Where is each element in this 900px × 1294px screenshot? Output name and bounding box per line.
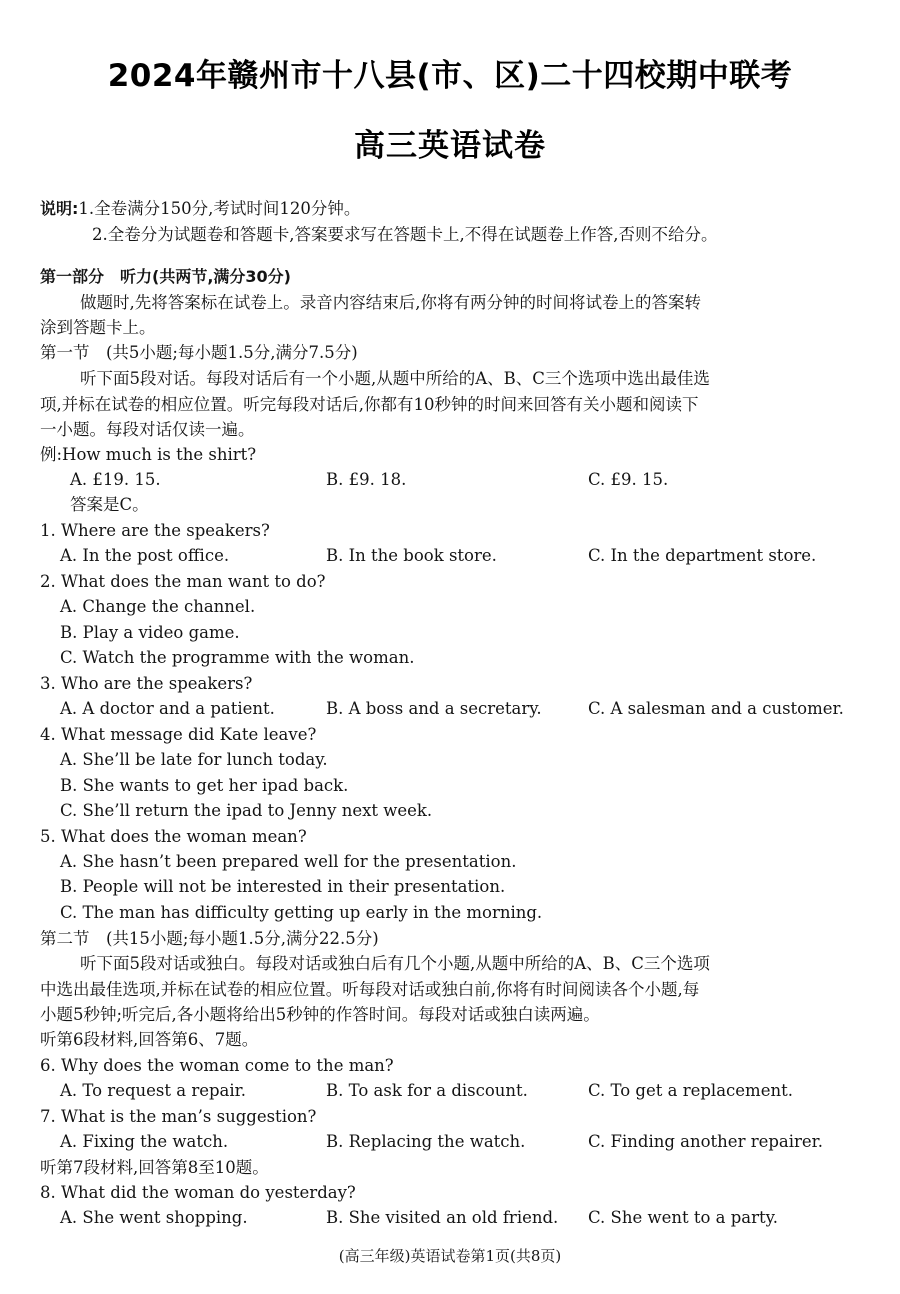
q6-option-a: A. To request a repair. (60, 1081, 246, 1100)
example-question: 例:How much is the shirt? (40, 445, 257, 464)
q1-option-c: C. In the department store. (588, 546, 817, 565)
example-option-a: A. £19. 15. (70, 470, 161, 489)
question-8: 8. What did the woman do yesterday? (40, 1183, 356, 1202)
question-7: 7. What is the man’s suggestion? (40, 1107, 317, 1126)
q6-option-c: C. To get a replacement. (588, 1081, 793, 1100)
example-option-c: C. £9. 15. (588, 470, 669, 489)
q4-option-c: C. She’ll return the ipad to Jenny next week. (60, 801, 433, 820)
section2-intro-line-1: 听下面5段对话或独白。每段对话或独白后有几个小题,从题中所给的A、B、C三个选项 (80, 954, 710, 973)
q7-option-a: A. Fixing the watch. (60, 1132, 229, 1151)
question-1: 1. Where are the speakers? (40, 521, 270, 540)
material-6-instruction: 听第6段材料,回答第6、7题。 (40, 1030, 259, 1049)
q3-option-b: B. A boss and a secretary. (326, 699, 542, 718)
section2-intro-line-2: 中选出最佳选项,并标在试卷的相应位置。听每段对话或独白前,你将有时间阅读各个小题,每 (40, 980, 700, 999)
question-3: 3. Who are the speakers? (40, 674, 253, 693)
q3-option-c: C. A salesman and a customer. (588, 699, 844, 718)
example-option-b: B. £9. 18. (326, 470, 407, 489)
instructions-label: 说明: (40, 199, 79, 218)
q1-option-b: B. In the book store. (326, 546, 497, 565)
instructions-line-2: 2.全卷分为试题卷和答题卡,答案要求写在答题卡上,不得在试题卷上作答,否则不给分。 (92, 225, 718, 244)
q7-option-c: C. Finding another repairer. (588, 1132, 824, 1151)
q4-option-a: A. She’ll be late for lunch today. (60, 750, 328, 769)
question-5: 5. What does the woman mean? (40, 827, 307, 846)
example-answer: 答案是C。 (70, 495, 149, 514)
q5-option-b: B. People will not be interested in their presentation. (60, 877, 506, 896)
section1-intro-line-2: 项,并标在试卷的相应位置。听完每段对话后,你都有10秒钟的时间来回答有关小题和阅读下 (40, 395, 699, 414)
q5-option-a: A. She hasn’t been prepared well for the presentation. (60, 852, 517, 871)
q2-option-b: B. Play a video game. (60, 623, 240, 642)
part1-heading: 第一部分 听力(共两节,满分30分) (40, 267, 291, 286)
section2-heading: 第二节 (共15小题;每小题1.5分,满分22.5分) (40, 929, 379, 948)
section2-intro-line-3: 小题5秒钟;听完后,各小题将给出5秒钟的作答时间。每段对话或独白读两遍。 (40, 1005, 600, 1024)
q6-option-b: B. To ask for a discount. (326, 1081, 528, 1100)
part1-intro-line-2: 涂到答题卡上。 (40, 318, 156, 337)
q1-option-a: A. In the post office. (60, 546, 230, 565)
exam-subtitle: 高三英语试卷 (354, 128, 546, 164)
q8-option-a: A. She went shopping. (60, 1208, 248, 1227)
q3-option-a: A. A doctor and a patient. (60, 699, 275, 718)
q4-option-b: B. She wants to get her ipad back. (60, 776, 349, 795)
q2-option-c: C. Watch the programme with the woman. (60, 648, 415, 667)
q8-option-c: C. She went to a party. (588, 1208, 779, 1227)
question-4: 4. What message did Kate leave? (40, 725, 317, 744)
question-6: 6. Why does the woman come to the man? (40, 1056, 394, 1075)
instructions-line-1 (40, 198, 360, 220)
q5-option-c: C. The man has difficulty getting up early in the morning. (60, 903, 543, 922)
section1-heading: 第一节 (共5小题;每小题1.5分,满分7.5分) (40, 343, 358, 362)
q7-option-b: B. Replacing the watch. (326, 1132, 526, 1151)
question-2: 2. What does the man want to do? (40, 572, 326, 591)
section1-intro-line-3: 一小题。每段对话仅读一遍。 (40, 420, 255, 439)
material-7-instruction: 听第7段材料,回答第8至10题。 (40, 1158, 269, 1177)
part1-intro-line-1: 做题时,先将答案标在试卷上。录音内容结束后,你将有两分钟的时间将试卷上的答案转 (80, 293, 701, 312)
page-footer: (高三年级)英语试卷第1页(共8页) (338, 1247, 562, 1265)
instructions-text-1: 1.全卷满分150分,考试时间120分钟。 (78, 199, 361, 218)
section1-intro-line-1: 听下面5段对话。每段对话后有一个小题,从题中所给的A、B、C三个选项中选出最佳选 (80, 369, 710, 388)
exam-title: 2024年赣州市十八县(市、区)二十四校期中联考 (107, 58, 793, 94)
q2-option-a: A. Change the channel. (60, 597, 256, 616)
q8-option-b: B. She visited an old friend. (326, 1208, 559, 1227)
